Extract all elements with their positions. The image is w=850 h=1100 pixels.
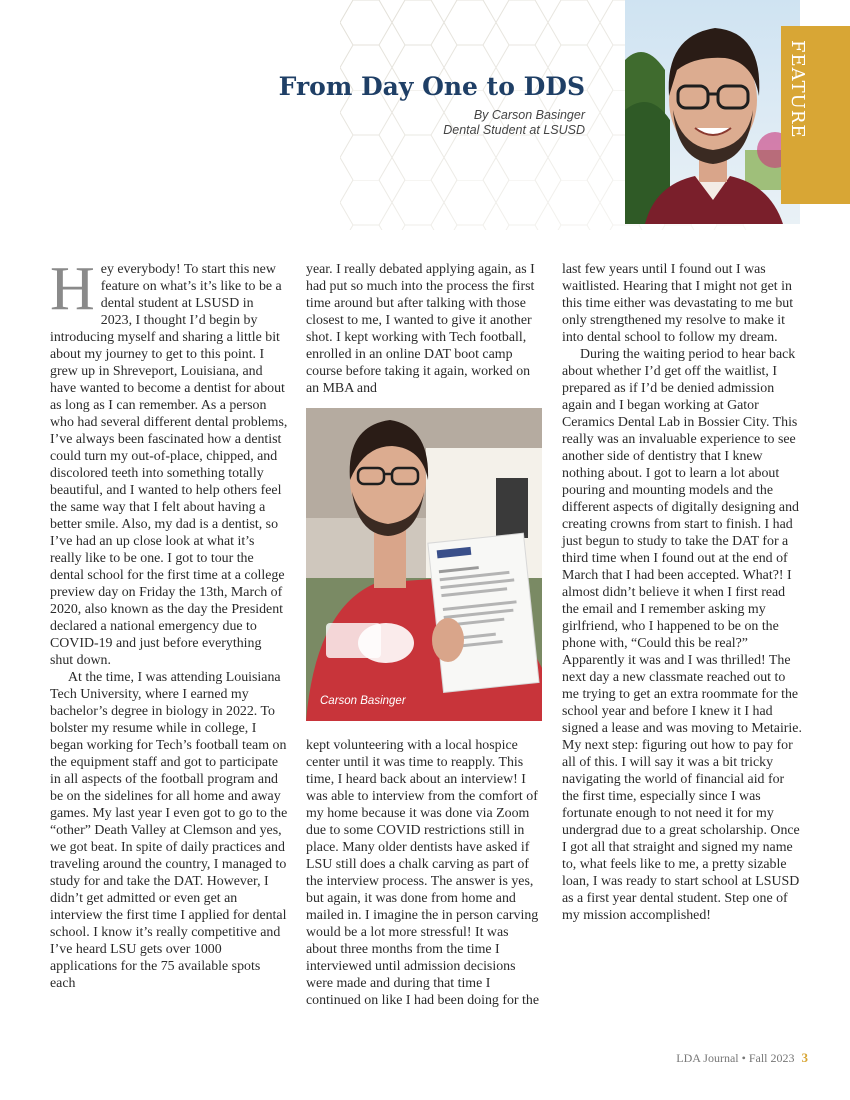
article-column-3	[562, 261, 802, 924]
article-column-2-bottom	[306, 737, 542, 1009]
article-column-1	[50, 255, 288, 992]
article-paragraph: last few years until I found out I was waitlisted. Hearing that I might not get in this time either was devastating to me but only strengthened my resolve to make it into dental school to follow my dream.	[562, 262, 794, 345]
paragraph-text: ey everybody! To start this new feature on what’s it’s like to be a dental student at LSUSD in 2023, I thought I’d begin by introducing myself and sharing a little bit about my journey to get to this point. I grew up in Shreveport, Louisiana, and have wanted to become a dentist for about as long as I can remember. As a person who had several different dental problems, I’ve always been fascinated how a dentist could turn my out-of-place, chipped, and discolored teeth into something totally beautiful, and I wanted to help others feel the same way that I felt about having a better smile. Also, my dad is a dentist, so I’ve had an up close look at what it’s really like to be one. I got to tour the dental school for the first time at a college preview day on Friday the 13th, March of 2020, also known as the day the President declared a national emergency due to COVID-19 and just before everything shut down.	[50, 262, 288, 668]
byline-role: Dental Student at LSUSD	[443, 123, 585, 137]
byline	[443, 108, 585, 138]
journal-name: LDA Journal	[676, 1051, 739, 1065]
acceptance-letter-photo-image	[306, 408, 542, 721]
drop-cap: H	[50, 255, 95, 323]
section-tab	[781, 26, 850, 204]
page-footer	[676, 1050, 808, 1066]
acceptance-letter-photo	[306, 408, 542, 721]
article-paragraph: kept volunteering with a local hospice center until it was time to reapply. This time, I heard back about an interview! I was able to interview from the comfort of my home because it was done via Zoom due to some COVID restrictions still in place. Many older dentists have asked if LSU still does a chalk carving as part of the interview process. The answer is yes, but again, it was done from home and mailed in. I imagine the in person carving would be a lot more stressful! It was about three months from the time I interviewed until admission decisions were made and during that time I continued on like I had been doing for the	[306, 738, 539, 1008]
byline-author: By Carson Basinger	[473, 108, 585, 122]
article-paragraph: year. I really debated applying again, as I had put so much into the process the first time around but after talking with those closest to me, I wanted to give it another shot. I kept working with Tech football, enrolled in an online DAT boot camp course before taking it again, worked on an MBA and	[306, 262, 535, 396]
footer-separator: •	[741, 1051, 746, 1065]
page-number: 3	[801, 1050, 808, 1065]
photo-caption: Carson Basinger	[320, 695, 406, 707]
article-paragraph: At the time, I was attending Louisiana Tech University, where I earned my bachelor’s degree in biology in 2022. To bolster my resume while in college, I began working for Tech’s football team on the equipment staff and got to participate in all aspects of the football program and be on the sidelines for all home and away games. My last year I even got to go to the “other” Death Valley at Clemson and yes, we got beat. In spite of daily practices and traveling around the country, I managed to study for and take the DAT. However, I didn’t get admitted or even get an interview the first time I applied for dental school. I know it’s really competitive and I’ve heard LSU gets over 1000 applications for the 75 available spots each	[50, 670, 288, 991]
issue-label: Fall 2023	[748, 1051, 795, 1065]
section-tab-label: FEATURE	[787, 40, 808, 139]
article-paragraph: During the waiting period to hear back about whether I’d get off the waitlist, I prepared as if I’d be denied admission again and I began working at Gator Ceramics Dental Lab in Bossier City. This really was an invaluable experience to see another side of dentistry that I knew nothing about. I got to learn a lot about pouring and mounting models and the different aspects of digitally designing and creating crowns from start to finish. I had just begun to study to take the DAT for a third time when I found out at the end of March that I had been accepted. What?! I almost didn’t believe it when I first read the email and I remember asking my girlfriend, who I happened to be on the phone with, “Could this be real?” Apparently it was and I was thrilled! The next day a new classmate reached out to me trying to get an extra roommate for the school year and before I knew it I had signed a lease and was moving to Metairie. My next step: figuring out how to pay for all of this. I will say it was a bit tricky navigating the world of financial aid for the first time, especially since I was fortunate enough to not need it for my undergrad due to a great scholarship. Once I got all that straight and signed my name to, what feels like to me, a pretty sizable loan, I was ready to start school at LSUSD as a first year dental student. Step one of my mission accomplished!	[562, 347, 802, 923]
article-title: From Day One to DDS	[278, 72, 585, 101]
article-paragraph	[50, 255, 288, 669]
author-portrait-photo	[625, 0, 800, 224]
article-column-2-top	[306, 261, 542, 397]
